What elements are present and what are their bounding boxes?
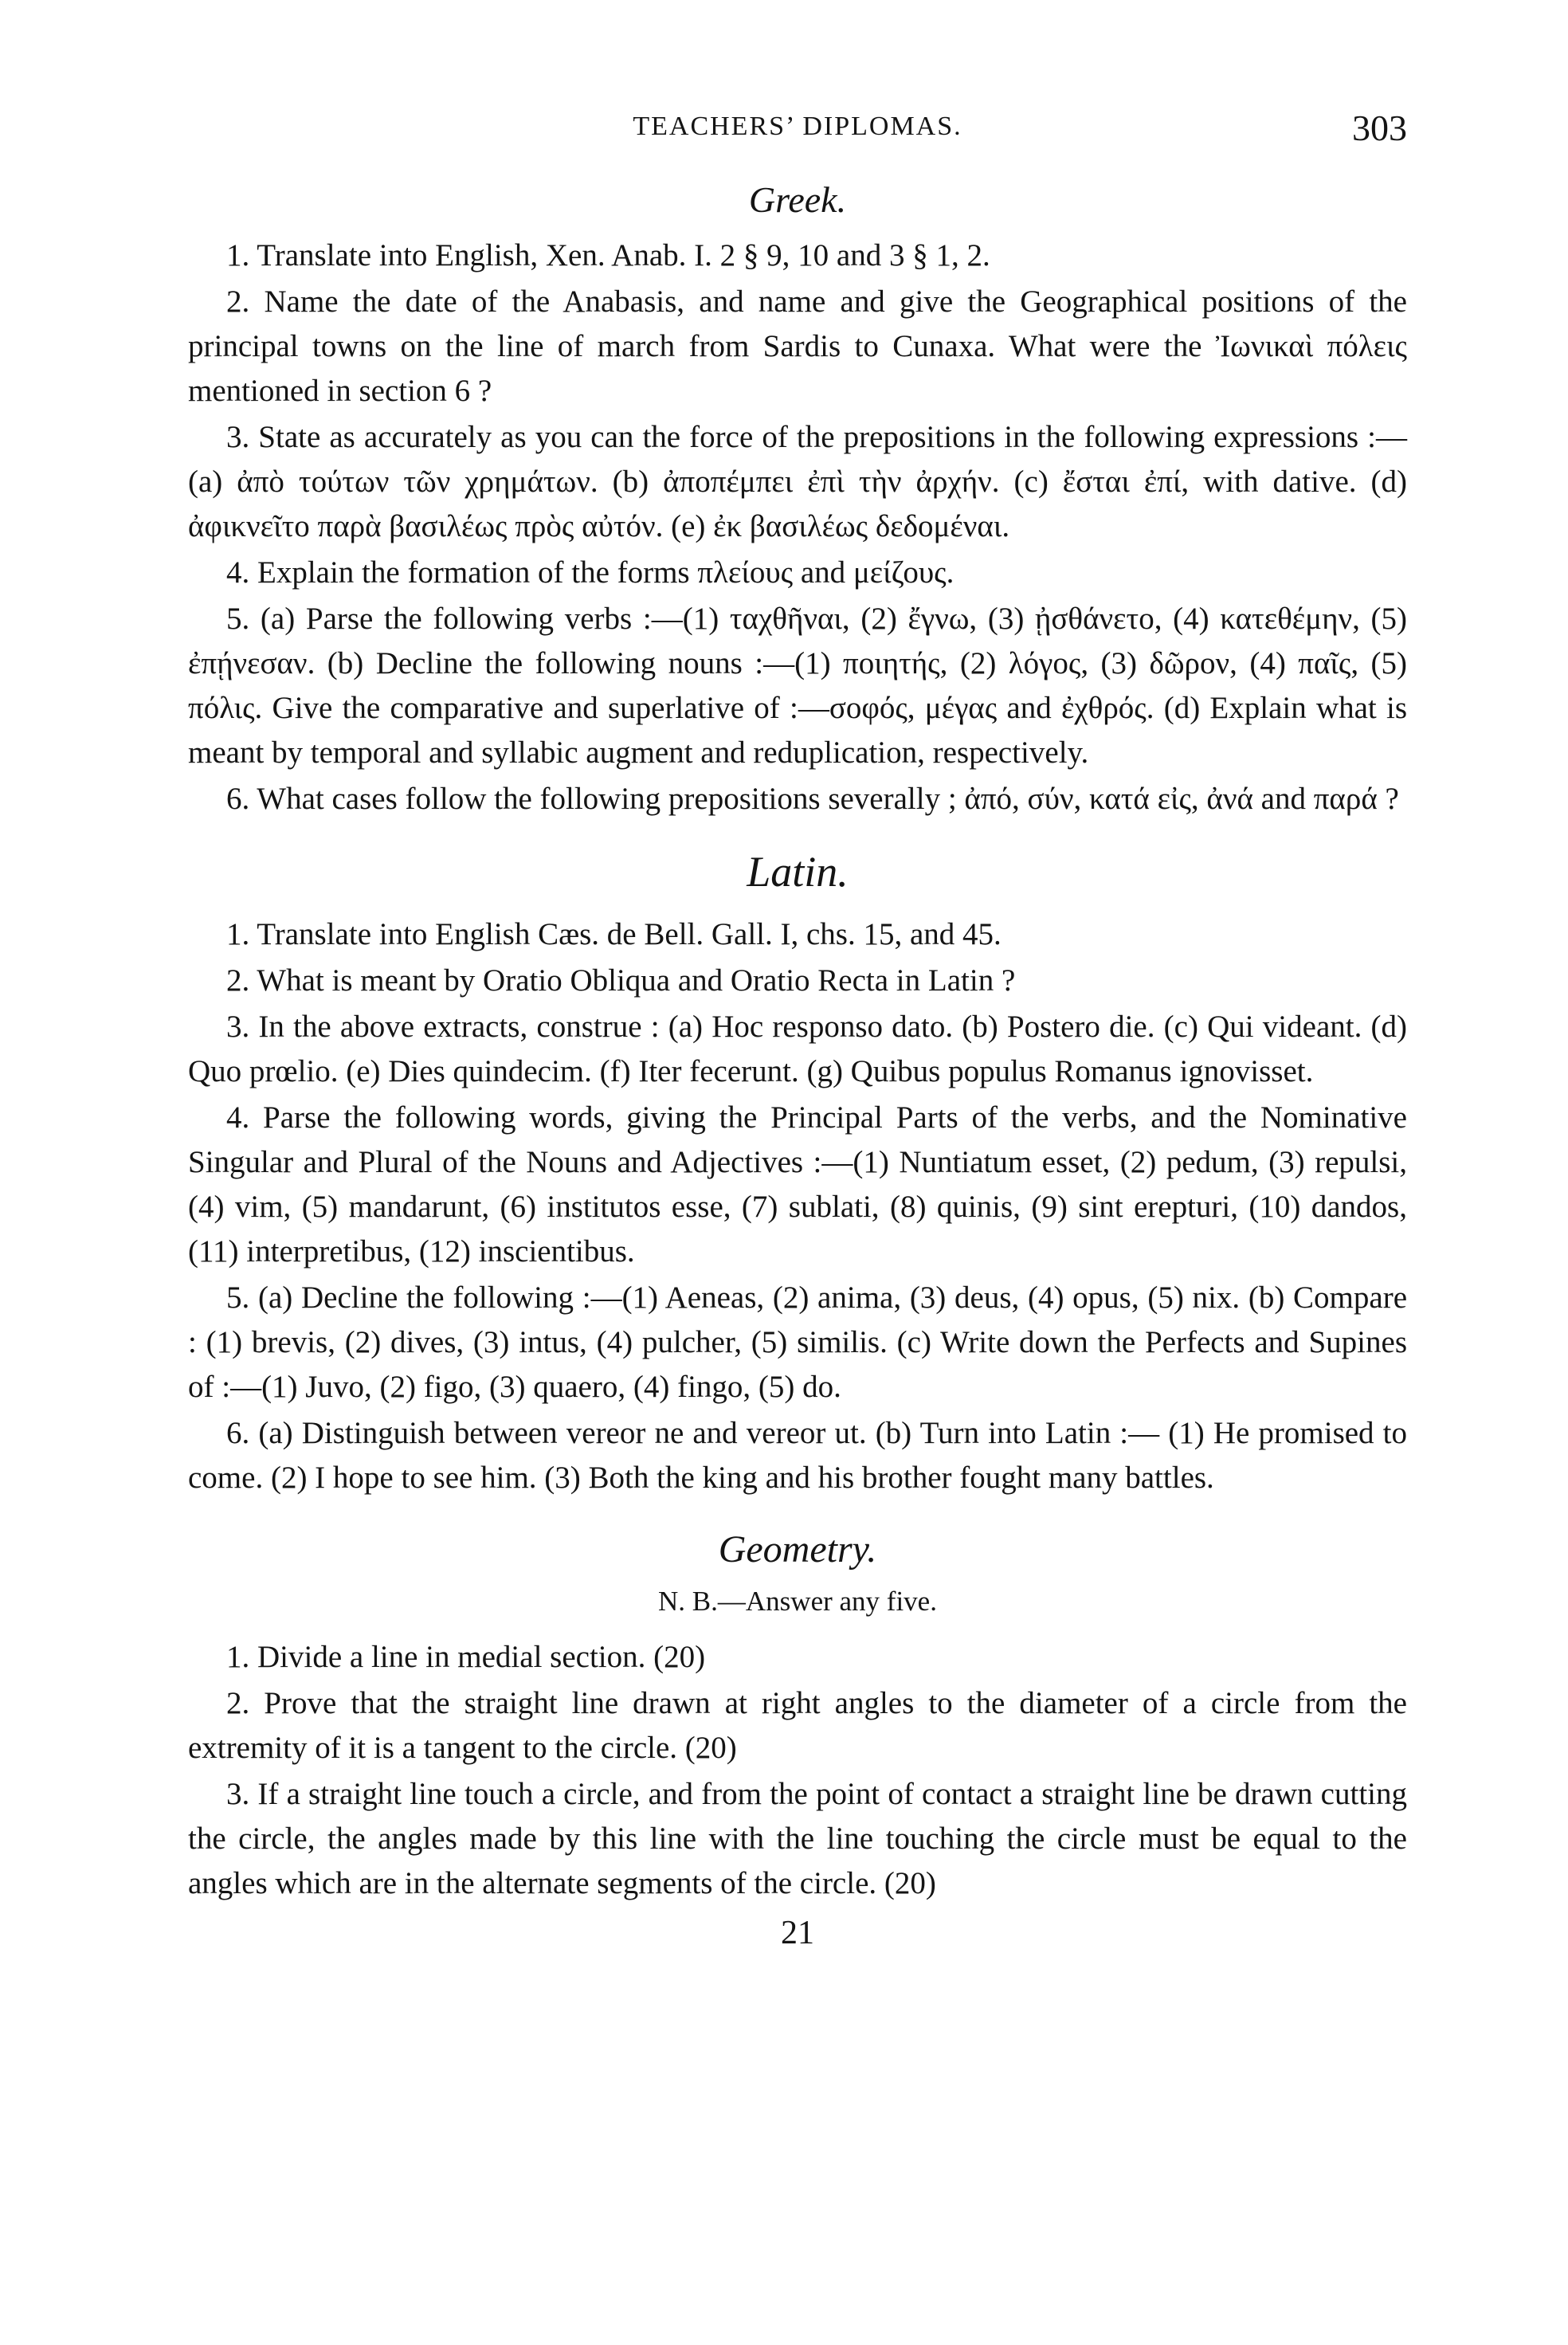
section-title-greek: Greek. bbox=[748, 179, 847, 220]
greek-question-1: 1. Translate into English, Xen. Anab. I. 2 § 9, 10 and 3 § 1, 2. bbox=[226, 238, 990, 273]
latin-question-2: 2. What is meant by Oratio Obliqua and Oratio Recta in Latin ? bbox=[226, 963, 1016, 998]
greek-question-3: 3. State as accurately as you can the force of the prepositions in the following expressions :—(a) ἀπὸ τούτων τῶν χρημάτων. (b) ἀποπέμπει ἐπὶ τὴν ἀρχήν. (c) ἔσται ἐπί, with dative. (d) ἀφικνεῖτο παρὰ βασιλέως πρὸς αὐτόν. (e) ἐκ βασιλέως δεδομέναι. bbox=[188, 420, 1407, 543]
page bbox=[188, 108, 1407, 1952]
latin-question-1: 1. Translate into English Cæs. de Bell. Gall. I, chs. 15, and 45. bbox=[226, 917, 1002, 951]
section-title-latin: Latin. bbox=[747, 848, 849, 896]
section-geometry bbox=[188, 1527, 1407, 1906]
latin-question-6: 6. (a) Distinguish between vereor ne and vereor ut. (b) Turn into Latin :— (1) He promised to come. (2) I hope to see him. (3) Both the king and his brother fought many battles. bbox=[188, 1416, 1407, 1495]
greek-question-2: 2. Name the date of the Anabasis, and name and give the Geographical positions of the principal towns on the line of march from Sardis to Cunaxa. What were the Ἰωνικαὶ πόλεις mentioned in section 6 ? bbox=[188, 284, 1407, 408]
geometry-question-2: 2. Prove that the straight line drawn at right angles to the diameter of a circle from the extremity of it is a tangent to the circle. (20) bbox=[188, 1686, 1407, 1765]
greek-question-5: 5. (a) Parse the following verbs :—(1) ταχθῆναι, (2) ἔγνω, (3) ᾐσθάνετο, (4) κατεθέμην, (5) ἐπῄνεσαν. (b) Decline the following nouns :—(1) ποιητής, (2) λόγος, (3) δῶρον, (4) παῖς, (5) πόλις. Give the comparative and superlative of :—σοφός, μέγας and ἐχθρός. (d) Explain what is meant by temporal and syllabic augment and reduplication, respectively. bbox=[188, 602, 1407, 770]
section-latin bbox=[188, 847, 1407, 1500]
greek-question-4: 4. Explain the formation of the forms πλείους and μείζους. bbox=[226, 555, 955, 590]
latin-question-5: 5. (a) Decline the following :—(1) Aeneas, (2) anima, (3) deus, (4) opus, (5) nix. (b) Compare : (1) brevis, (2) dives, (3) intus, (4) pulcher, (5) similis. (c) Write down the Perfects and Supines of :—(1) Juvo, (2) figo, (3) quaero, (4) fingo, (5) do. bbox=[188, 1280, 1407, 1404]
geometry-question-1: 1. Divide a line in medial section. (20) bbox=[226, 1640, 706, 1674]
latin-question-3: 3. In the above extracts, construe : (a) Hoc responso dato. (b) Postero die. (c) Qui videant. (d) Quo prœlio. (e) Dies quindecim. (f) Iter fecerunt. (g) Quibus populus Romanus ignovisset. bbox=[188, 1010, 1407, 1088]
running-head bbox=[188, 108, 1407, 159]
geometry-question-3: 3. If a straight line touch a circle, and from the point of contact a straight line be drawn cutting the circle, the angles made by this line with the line touching the circle must be equal to the angles which are in the alternate segments of the circle. (20) bbox=[188, 1777, 1407, 1900]
running-title: TEACHERS’ DIPLOMAS. bbox=[633, 112, 962, 141]
section-title-geometry: Geometry. bbox=[718, 1528, 877, 1571]
section-greek bbox=[188, 178, 1407, 822]
page-number: 303 bbox=[1352, 108, 1407, 148]
geometry-note: N. B.—Answer any five. bbox=[658, 1586, 937, 1617]
signature-mark: 21 bbox=[781, 1915, 814, 1951]
greek-question-6: 6. What cases follow the following prepositions severally ; ἀπό, σύν, κατά εἰς, ἀνά and παρά ? bbox=[226, 782, 1399, 816]
latin-question-4: 4. Parse the following words, giving the Principal Parts of the verbs, and the Nominative Singular and Plural of the Nouns and Adjectives :—(1) Nuntiatum esset, (2) pedum, (3) repulsi, (4) vim, (5) mandarunt, (6) institutos esse, (7) sublati, (8) quinis, (9) sint erepturi, (10) dandos, (11) interpretibus, (12) inscientibus. bbox=[188, 1100, 1407, 1269]
